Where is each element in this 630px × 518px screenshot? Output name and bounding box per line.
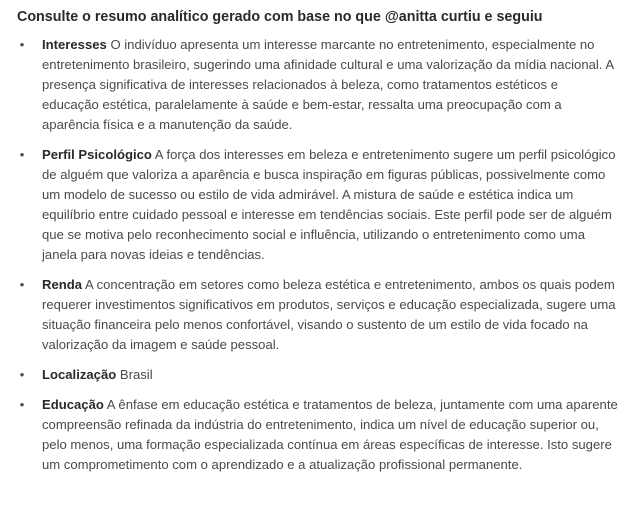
item-label: Perfil Psicológico bbox=[42, 147, 152, 162]
bullet-icon: • bbox=[19, 367, 25, 382]
list-item-educacao bbox=[17, 395, 618, 475]
summary-heading: Consulte o resumo analítico gerado com base no que @anitta curtiu e seguiu bbox=[17, 9, 543, 25]
item-text: A ênfase em educação estética e tratamentos de beleza, juntamente com uma aparente compreensão refinada da indústria do entretenimento, indica um nível de educação superior ou, pelo menos, uma formação especializada contínua em áreas específicas de interesse. Isto sugere um comprometimento com o aprendizado e a atualização profissional permanente. bbox=[42, 397, 618, 472]
list-item-interesses bbox=[17, 35, 618, 135]
item-label: Localização bbox=[42, 367, 117, 382]
item-text: A força dos interesses em beleza e entretenimento sugere um perfil psicológico de alguém que valoriza a aparência e busca inspiração em figuras públicas, possivelmente como um modelo de sucesso ou estilo de vida admirável. A mistura de saúde e estética indica um equilíbrio entre cuidado pessoal e interesse em tendências sociais. Este perfil pode ser de alguém que se motiva pelo reconhecimento social e influência, utilizando o entretenimento como uma janela para novas ideias e tendências. bbox=[42, 147, 616, 262]
item-label: Renda bbox=[42, 277, 83, 292]
bullet-icon: • bbox=[19, 397, 25, 412]
item-label: Interesses bbox=[42, 37, 107, 52]
list-item-localizacao bbox=[17, 365, 618, 385]
list-item-perfil-psicologico bbox=[17, 145, 618, 265]
bullet-icon: • bbox=[19, 37, 25, 52]
bullet-icon: • bbox=[19, 277, 25, 292]
bullet-icon: • bbox=[19, 147, 25, 162]
item-text: Brasil bbox=[119, 367, 153, 382]
item-text: A concentração em setores como beleza estética e entretenimento, ambos os quais podem requerer investimentos significativos em produtos, serviços e educação especializada, sugere uma situação financeira pelo menos confortável, visando o sustento de um estilo de vida focado na valorização da imagem e saúde pessoal. bbox=[42, 277, 616, 352]
item-label: Educação bbox=[42, 397, 104, 412]
item-text: O indivíduo apresenta um interesse marcante no entretenimento, especialmente no entretenimento brasileiro, sugerindo uma afinidade cultural e uma valorização da mídia nacional. A presença significativa de interesses relacionados à beleza, como tratamentos estéticos e educação estética, paralelamente à saúde e bem-estar, ressalta uma preocupação com a aparência física e a manutenção da saúde. bbox=[42, 37, 614, 132]
list-item-renda bbox=[17, 275, 618, 355]
summary-list bbox=[17, 35, 618, 475]
